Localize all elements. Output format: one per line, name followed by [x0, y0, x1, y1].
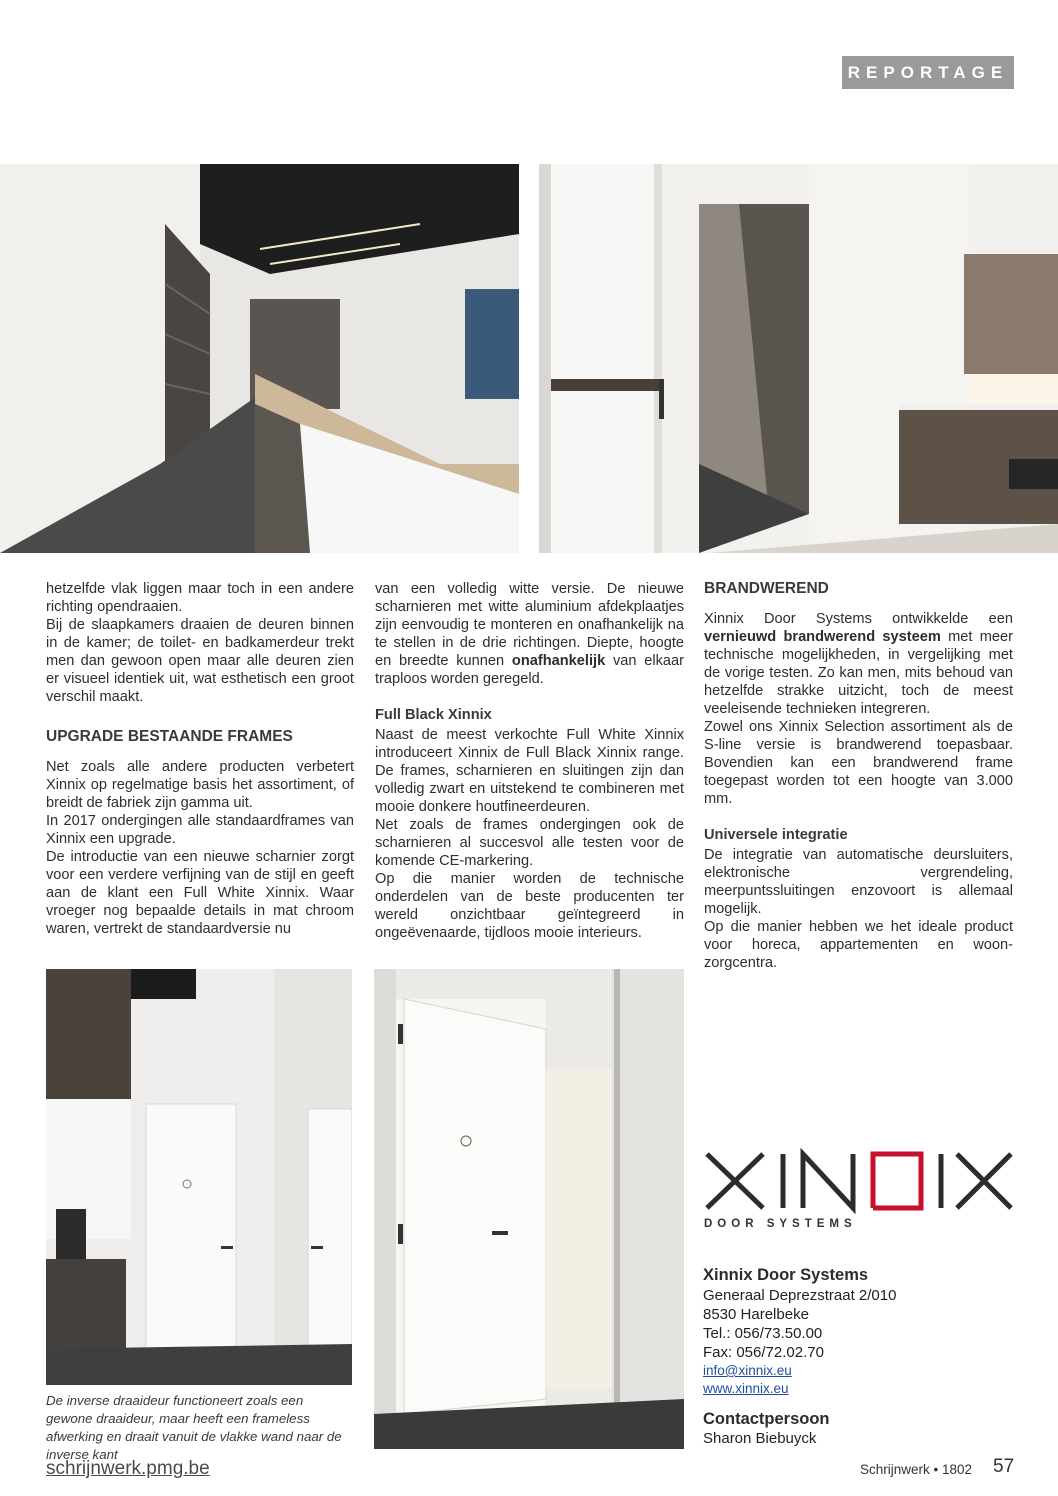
column-1	[46, 580, 354, 938]
heading-brandwerend: BRANDWEREND	[704, 580, 829, 597]
paragraph: De integratie van automatische deursluiters, elektronische vergrendeling, meerpuntssluitingen enzovoort is allemaal mogelijk.	[704, 847, 1013, 917]
paragraph: In 2017 ondergingen alle standaardframes van Xinnix een upgrade.	[46, 813, 354, 847]
heading-upgrade: UPGRADE BESTAANDE FRAMES	[46, 728, 293, 745]
footer-site-link[interactable]: schrijnwerk.pmg.be	[46, 1458, 210, 1479]
contact-block	[703, 1266, 1023, 1448]
paragraph: Xinnix Door Systems ontwikkelde een vernieuwd brandwerend systeem met meer technische mogelijkheden, in vergelijking met de vorige testen. Zo kan men, mits behoud van hetzelfde strakke uitzicht, toch de meest veeleisende technieken integreren.	[704, 611, 1013, 717]
company-name: Xinnix Door Systems	[703, 1266, 869, 1284]
photo-corridor-door	[539, 164, 1058, 553]
xinnix-logo	[703, 1148, 1015, 1243]
phone: Tel.: 056/73.50.00	[703, 1325, 823, 1342]
contact-person-name: Sharon Biebuyck	[703, 1430, 817, 1447]
emphasis: vernieuwd brandwerend systeem	[704, 629, 941, 645]
photo-inverse-doors	[46, 969, 352, 1385]
footer-magazine: Schrijnwerk • 1802	[860, 1462, 973, 1477]
heading-full-black: Full Black Xinnix	[375, 707, 492, 723]
column-3	[704, 580, 1013, 972]
paragraph: van een volledig witte versie. De nieuwe scharnieren met witte aluminium afdekplaatjes zijn eenvoudig te monteren en onafhankelijk na te stellen in de drie richtingen. Diepte, hoogte en breedte kunnen onafhankelijk van elkaar traploos worden geregeld.	[375, 581, 684, 687]
photo-frameless-door	[374, 969, 684, 1449]
paragraph: Op die manier hebben we het ideale product voor horeca, appartementen en woon-zorgcentra.	[704, 919, 1013, 971]
paragraph: Naast de meest verkochte Full White Xinnix introduceert Xinnix de Full Black Xinnix range. De frames, scharnieren en sluitingen zijn dan volledig zwart en uitstekend te combineren met mooie donkere houtfineerdeuren.	[375, 727, 684, 815]
paragraph: hetzelfde vlak liggen maar toch in een andere richting opendraaien.	[46, 581, 354, 615]
paragraph: Bij de slaapkamers draaien de deuren binnen in de kamer; de toilet- en badkamerdeur trekt men dan gewoon open maar alle deuren zien er visueel identiek uit, wat esthetisch een groot verschil maakt.	[46, 617, 354, 705]
photo-caption: De inverse draaideur functioneert zoals een gewone draaideur, maar heeft een frameless afwerking en draait vanuit de vlakke wand naar de inverse kant	[46, 1393, 342, 1462]
column-2	[375, 580, 684, 942]
paragraph: Net zoals de frames ondergingen ook de scharnieren al succesvol alle testen voor de komende CE-markering.	[375, 817, 684, 869]
paragraph: Net zoals alle andere producten verbetert Xinnix op regelmatige basis het assortiment, of breidt de fabriek zijn gamma uit.	[46, 759, 354, 811]
address-city: 8530 Harelbeke	[703, 1306, 809, 1323]
paragraph: Zowel ons Xinnix Selection assortiment als de S-line versie is brandwerend toepasbaar. Bovendien kan een brandwerend frame toegepast worden tot een hoogte van 3.000 mm.	[704, 719, 1013, 807]
paragraph: Op die manier worden de technische onderdelen van de beste producenten ter wereld onzichtbaar geïntegreerd in ongeëvenaarde, tijdloos mooie interieurs.	[375, 871, 684, 941]
address-street: Generaal Deprezstraat 2/010	[703, 1287, 897, 1304]
page-number: 57	[993, 1456, 1015, 1477]
contact-person-heading: Contactpersoon	[703, 1410, 830, 1428]
xinnix-wordmark-icon	[703, 1148, 1015, 1214]
heading-universele: Universele integratie	[704, 827, 848, 843]
photo-hallway-office	[0, 164, 519, 553]
website-link[interactable]: www.xinnix.eu	[703, 1381, 789, 1396]
fax: Fax: 056/72.02.70	[703, 1344, 824, 1361]
section-tag: REPORTAGE	[842, 56, 1014, 89]
emphasis: onafhankelijk	[511, 653, 606, 669]
email-link[interactable]: info@xinnix.eu	[703, 1363, 792, 1378]
logo-subtitle: DOOR SYSTEMS	[704, 1218, 857, 1230]
paragraph: De introductie van een nieuwe scharnier zorgt voor een verdere verfijning van de stijl en geeft aan de klant een Full White Xinnix. Waar vroeger nog bepaalde details in mat chroom waren, vertrekt de standaardversie nu	[46, 849, 354, 937]
